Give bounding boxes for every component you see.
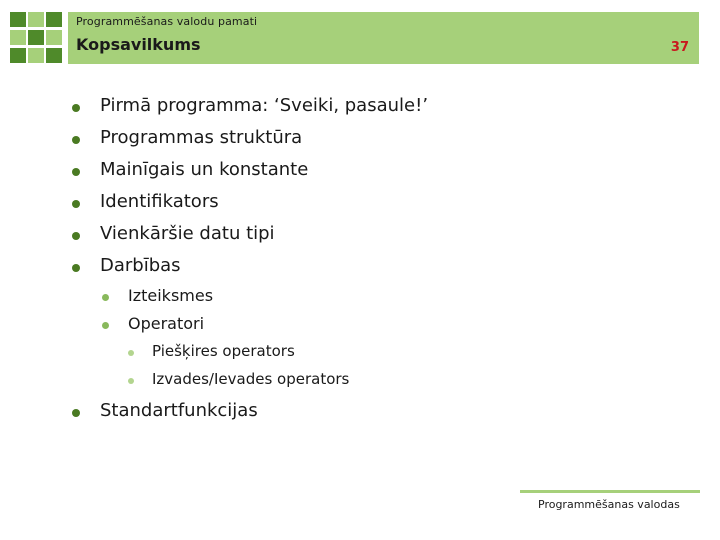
bullet-icon	[72, 168, 80, 176]
list-item	[100, 400, 258, 421]
footer-caption: Programmēšanas valodas	[538, 498, 680, 511]
bullet-icon	[72, 232, 80, 240]
footer-divider	[520, 490, 700, 493]
list-item	[100, 127, 302, 148]
list-item	[100, 159, 308, 180]
bullet-icon	[102, 322, 109, 329]
list-item	[100, 255, 181, 276]
list-item	[152, 342, 295, 360]
list-item	[128, 286, 213, 305]
list-item-label: Standartfunkcijas	[100, 400, 258, 421]
bullet-icon	[72, 264, 80, 272]
list-item-label: Pirmā programma: ‘Sveiki, pasaule!’	[100, 95, 429, 116]
list-item-label: Programmas struktūra	[100, 127, 303, 148]
list-item	[100, 95, 428, 116]
bullet-icon	[102, 294, 109, 301]
course-subtitle: Programmēšanas valodu pamati	[76, 15, 258, 28]
list-item-label: Operatori	[128, 314, 205, 333]
list-item-label: Identifikators	[100, 191, 219, 212]
list-item-label: Izvades/Ievades operators	[152, 370, 350, 388]
bullet-icon	[128, 378, 134, 384]
page-number: 37	[670, 40, 689, 55]
list-item-label: Vienkāršie datu tipi	[100, 223, 275, 244]
list-item-label: Izteiksmes	[128, 286, 214, 305]
bullet-icon	[72, 136, 80, 144]
slide-title: Kopsavilkums	[76, 35, 201, 54]
list-item-label: Mainīgais un konstante	[100, 159, 309, 180]
list-item	[100, 191, 219, 212]
list-item	[100, 223, 275, 244]
list-item	[128, 314, 204, 333]
list-item	[152, 370, 349, 388]
list-item-label: Darbības	[100, 255, 181, 276]
list-item-label: Piešķires operators	[152, 342, 295, 360]
bullet-icon	[72, 200, 80, 208]
bullet-icon	[128, 350, 134, 356]
bullet-icon	[72, 409, 80, 417]
logo-grid-icon	[10, 12, 66, 64]
bullet-icon	[72, 104, 80, 112]
